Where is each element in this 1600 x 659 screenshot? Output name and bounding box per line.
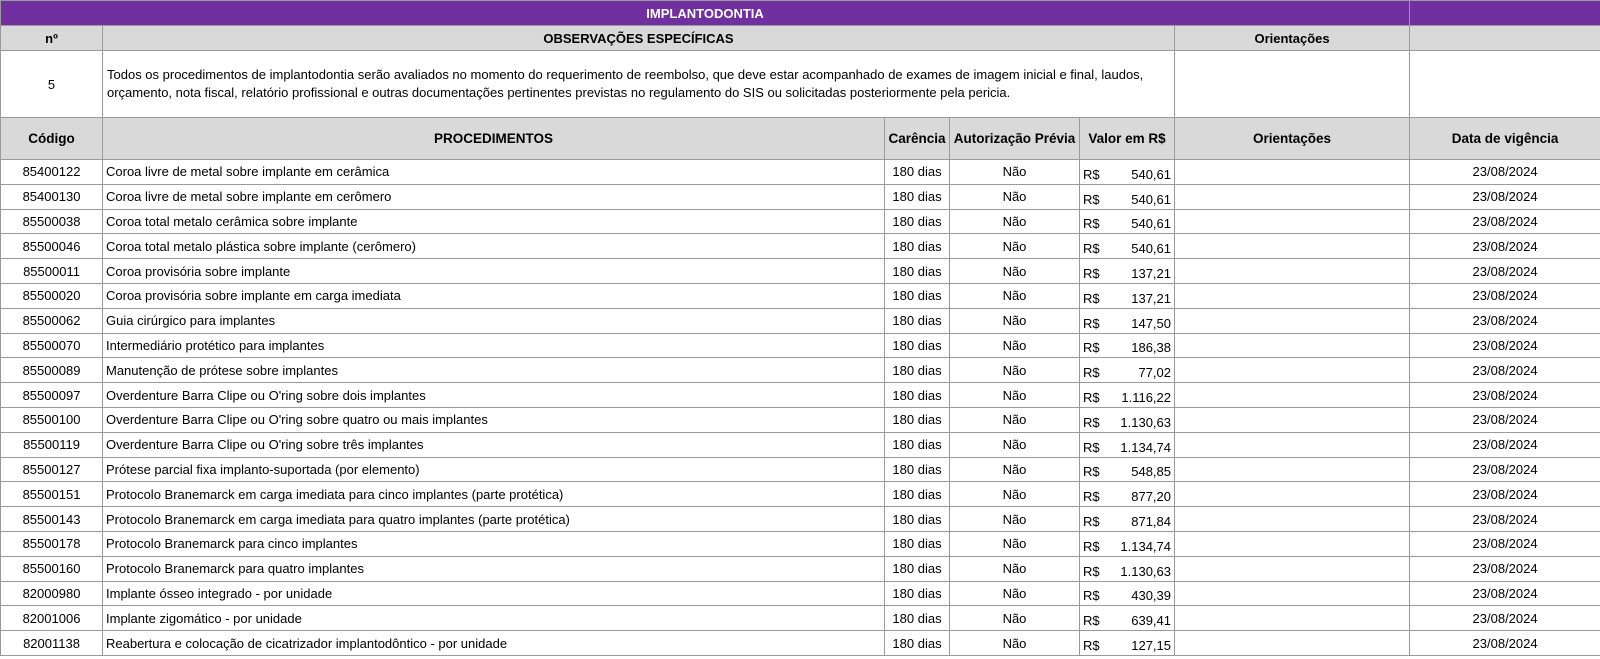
valor-cell[interactable] — [1080, 631, 1175, 656]
valor-amount: 147,50 — [1131, 315, 1171, 331]
carencia-cell[interactable]: 180 dias — [885, 531, 950, 556]
currency-symbol: R$ — [1083, 191, 1100, 207]
vigencia-cell[interactable]: 23/08/2024 — [1410, 407, 1600, 432]
autorizacao-cell[interactable]: Não — [950, 184, 1080, 209]
autorizacao-cell[interactable]: Não — [950, 308, 1080, 333]
codigo-cell[interactable]: 85500160 — [1, 556, 103, 581]
note-blank-cell[interactable] — [1410, 51, 1600, 118]
procedimento-cell[interactable]: Coroa provisória sobre implante — [103, 259, 885, 284]
note-row — [1, 51, 1600, 118]
vigencia-cell[interactable]: 23/08/2024 — [1410, 259, 1600, 284]
observations-header[interactable]: OBSERVAÇÕES ESPECÍFICAS — [103, 26, 1175, 51]
valor-cell[interactable] — [1080, 259, 1175, 284]
valor-cell[interactable] — [1080, 581, 1175, 606]
vigencia-cell[interactable]: 23/08/2024 — [1410, 184, 1600, 209]
orientacoes-cell[interactable] — [1175, 531, 1410, 556]
vigencia-cell[interactable]: 23/08/2024 — [1410, 160, 1600, 185]
orientacoes-cell[interactable] — [1175, 631, 1410, 656]
procedimento-cell[interactable]: Protocolo Branemarck para quatro implantes — [103, 556, 885, 581]
title-row — [1, 1, 1600, 26]
vigencia-cell[interactable]: 23/08/2024 — [1410, 358, 1600, 383]
orientacoes-cell[interactable] — [1175, 556, 1410, 581]
carencia-cell[interactable]: 180 dias — [885, 581, 950, 606]
codigo-cell[interactable]: 85500097 — [1, 383, 103, 408]
valor-cell[interactable] — [1080, 308, 1175, 333]
procedimento-cell[interactable]: Intermediário protético para implantes — [103, 333, 885, 358]
currency-symbol: R$ — [1083, 340, 1100, 356]
codigo-cell[interactable]: 85500119 — [1, 432, 103, 457]
valor-amount: 540,61 — [1131, 166, 1171, 182]
carencia-cell[interactable]: 180 dias — [885, 432, 950, 457]
orientacoes-cell[interactable] — [1175, 209, 1410, 234]
valor-cell[interactable] — [1080, 333, 1175, 358]
autorizacao-cell[interactable]: Não — [950, 631, 1080, 656]
valor-amount: 430,39 — [1131, 588, 1171, 604]
table-row — [1, 482, 1600, 507]
valor-amount: 548,85 — [1131, 464, 1171, 480]
carencia-cell[interactable]: 180 dias — [885, 283, 950, 308]
autorizacao-cell[interactable]: Não — [950, 383, 1080, 408]
col-valor[interactable]: Valor em R$ — [1080, 118, 1175, 160]
procedimento-cell[interactable]: Implante zigomático - por unidade — [103, 606, 885, 631]
carencia-cell[interactable]: 180 dias — [885, 259, 950, 284]
codigo-cell[interactable]: 85500011 — [1, 259, 103, 284]
procedures-body — [1, 160, 1600, 656]
valor-cell[interactable] — [1080, 407, 1175, 432]
currency-symbol: R$ — [1083, 439, 1100, 455]
currency-symbol: R$ — [1083, 390, 1100, 406]
procedimento-cell[interactable]: Implante ósseo integrado - por unidade — [103, 581, 885, 606]
autorizacao-cell[interactable]: Não — [950, 407, 1080, 432]
autorizacao-cell[interactable]: Não — [950, 581, 1080, 606]
table-row — [1, 457, 1600, 482]
table-row — [1, 259, 1600, 284]
codigo-cell[interactable]: 82001006 — [1, 606, 103, 631]
col-orientacoes[interactable]: Orientações — [1175, 118, 1410, 160]
table-row — [1, 234, 1600, 259]
codigo-cell[interactable]: 85400130 — [1, 184, 103, 209]
currency-symbol: R$ — [1083, 613, 1100, 629]
codigo-cell[interactable]: 85500038 — [1, 209, 103, 234]
title-blank-cell[interactable] — [1410, 1, 1600, 26]
codigo-cell[interactable]: 82001138 — [1, 631, 103, 656]
carencia-cell[interactable]: 180 dias — [885, 457, 950, 482]
vigencia-cell[interactable]: 23/08/2024 — [1410, 333, 1600, 358]
valor-cell[interactable] — [1080, 209, 1175, 234]
col-carencia[interactable]: Carência — [885, 118, 950, 160]
orientacoes-cell[interactable] — [1175, 432, 1410, 457]
valor-amount: 1.134,74 — [1120, 439, 1171, 455]
orientacoes-cell[interactable] — [1175, 457, 1410, 482]
autorizacao-cell[interactable]: Não — [950, 234, 1080, 259]
procedimento-cell[interactable]: Coroa total metalo plástica sobre implante (cerômero) — [103, 234, 885, 259]
valor-cell[interactable] — [1080, 531, 1175, 556]
valor-amount: 540,61 — [1131, 241, 1171, 257]
autorizacao-cell[interactable]: Não — [950, 432, 1080, 457]
codigo-cell[interactable]: 85500020 — [1, 283, 103, 308]
autorizacao-cell[interactable]: Não — [950, 606, 1080, 631]
currency-symbol: R$ — [1083, 563, 1100, 579]
table-row — [1, 383, 1600, 408]
valor-amount: 1.134,74 — [1120, 538, 1171, 554]
valor-cell[interactable] — [1080, 184, 1175, 209]
table-row — [1, 606, 1600, 631]
autorizacao-cell[interactable]: Não — [950, 531, 1080, 556]
currency-symbol: R$ — [1083, 266, 1100, 282]
carencia-cell[interactable]: 180 dias — [885, 606, 950, 631]
valor-cell[interactable] — [1080, 606, 1175, 631]
note-text[interactable]: Todos os procedimentos de implantodontia serão avaliados no momento do requerimento de reembolso, que deve estar acompanhado de exames de imagem inicial e final, laudos, orçamento, nota fiscal, relatório profissional e outras documentações pertinentes previstas no regulamento do SIS ou solicitadas posteriormente pela pericia. — [103, 51, 1175, 118]
vigencia-cell[interactable]: 23/08/2024 — [1410, 482, 1600, 507]
table-row — [1, 358, 1600, 383]
currency-symbol: R$ — [1083, 315, 1100, 331]
valor-amount: 877,20 — [1131, 489, 1171, 505]
procedimento-cell[interactable]: Manutenção de prótese sobre implantes — [103, 358, 885, 383]
procedimento-cell[interactable]: Protocolo Branemarck para cinco implantes — [103, 531, 885, 556]
autorizacao-cell[interactable]: Não — [950, 209, 1080, 234]
currency-symbol: R$ — [1083, 241, 1100, 257]
valor-cell[interactable] — [1080, 160, 1175, 185]
table-row — [1, 432, 1600, 457]
valor-cell[interactable] — [1080, 283, 1175, 308]
orientacoes-cell[interactable] — [1175, 160, 1410, 185]
carencia-cell[interactable]: 180 dias — [885, 482, 950, 507]
table-row — [1, 507, 1600, 532]
vigencia-cell[interactable]: 23/08/2024 — [1410, 283, 1600, 308]
currency-symbol: R$ — [1083, 538, 1100, 554]
autorizacao-cell[interactable]: Não — [950, 259, 1080, 284]
vigencia-cell[interactable]: 23/08/2024 — [1410, 581, 1600, 606]
table-row — [1, 531, 1600, 556]
autorizacao-cell[interactable]: Não — [950, 457, 1080, 482]
valor-cell[interactable] — [1080, 432, 1175, 457]
vigencia-cell[interactable]: 23/08/2024 — [1410, 457, 1600, 482]
vigencia-cell[interactable]: 23/08/2024 — [1410, 308, 1600, 333]
carencia-cell[interactable]: 180 dias — [885, 556, 950, 581]
table-row — [1, 556, 1600, 581]
orientacoes-cell[interactable] — [1175, 358, 1410, 383]
valor-cell[interactable] — [1080, 507, 1175, 532]
orientacoes-cell[interactable] — [1175, 407, 1410, 432]
currency-symbol: R$ — [1083, 290, 1100, 306]
orientacoes-cell[interactable] — [1175, 482, 1410, 507]
currency-symbol: R$ — [1083, 588, 1100, 604]
col-vigencia[interactable]: Data de vigência — [1410, 118, 1600, 160]
table-row — [1, 581, 1600, 606]
orientacoes-cell[interactable] — [1175, 606, 1410, 631]
vigencia-cell[interactable]: 23/08/2024 — [1410, 432, 1600, 457]
valor-amount: 77,02 — [1138, 365, 1171, 381]
codigo-cell[interactable]: 85500100 — [1, 407, 103, 432]
vigencia-cell[interactable]: 23/08/2024 — [1410, 209, 1600, 234]
vigencia-cell[interactable]: 23/08/2024 — [1410, 606, 1600, 631]
autorizacao-cell[interactable]: Não — [950, 160, 1080, 185]
valor-cell[interactable] — [1080, 358, 1175, 383]
currency-symbol: R$ — [1083, 216, 1100, 232]
procedimento-cell[interactable]: Guia cirúrgico para implantes — [103, 308, 885, 333]
procedimento-cell[interactable]: Protocolo Branemarck em carga imediata para cinco implantes (parte protética) — [103, 482, 885, 507]
procedimento-cell[interactable]: Coroa provisória sobre implante em carga imediata — [103, 283, 885, 308]
observations-header-row — [1, 26, 1600, 51]
valor-amount: 1.130,63 — [1120, 563, 1171, 579]
autorizacao-cell[interactable]: Não — [950, 358, 1080, 383]
valor-amount: 1.116,22 — [1121, 390, 1171, 406]
orientacoes-cell[interactable] — [1175, 234, 1410, 259]
carencia-cell[interactable]: 180 dias — [885, 308, 950, 333]
col-autorizacao[interactable]: Autorização Prévia — [950, 118, 1080, 160]
carencia-cell[interactable]: 180 dias — [885, 209, 950, 234]
codigo-cell[interactable]: 85500143 — [1, 507, 103, 532]
column-header-row — [1, 118, 1600, 160]
currency-symbol: R$ — [1083, 489, 1100, 505]
section-title[interactable]: IMPLANTODONTIA — [1, 1, 1410, 26]
orientacoes-cell[interactable] — [1175, 184, 1410, 209]
table-row — [1, 308, 1600, 333]
table-row — [1, 184, 1600, 209]
orientacoes-cell[interactable] — [1175, 333, 1410, 358]
carencia-cell[interactable]: 180 dias — [885, 383, 950, 408]
valor-amount: 137,21 — [1131, 290, 1171, 306]
autorizacao-cell[interactable]: Não — [950, 482, 1080, 507]
vigencia-cell[interactable]: 23/08/2024 — [1410, 556, 1600, 581]
codigo-cell[interactable]: 85400122 — [1, 160, 103, 185]
procedimento-cell[interactable]: Overdenture Barra Clipe ou O'ring sobre três implantes — [103, 432, 885, 457]
carencia-cell[interactable]: 180 dias — [885, 407, 950, 432]
currency-symbol: R$ — [1083, 464, 1100, 480]
procedimento-cell[interactable]: Overdenture Barra Clipe ou O'ring sobre quatro ou mais implantes — [103, 407, 885, 432]
codigo-cell[interactable]: 85500046 — [1, 234, 103, 259]
table-row — [1, 407, 1600, 432]
currency-symbol: R$ — [1083, 514, 1100, 530]
procedimento-cell[interactable]: Coroa livre de metal sobre implante em cerômero — [103, 184, 885, 209]
procedimento-cell[interactable]: Coroa total metalo cerâmica sobre implante — [103, 209, 885, 234]
valor-amount: 871,84 — [1131, 514, 1171, 530]
valor-amount: 127,15 — [1131, 638, 1171, 654]
codigo-cell[interactable]: 82000980 — [1, 581, 103, 606]
procedimento-cell[interactable]: Overdenture Barra Clipe ou O'ring sobre dois implantes — [103, 383, 885, 408]
note-number[interactable]: 5 — [1, 51, 103, 118]
vigencia-cell[interactable]: 23/08/2024 — [1410, 383, 1600, 408]
col-procedimentos[interactable]: PROCEDIMENTOS — [103, 118, 885, 160]
autorizacao-cell[interactable]: Não — [950, 283, 1080, 308]
orientacoes-cell[interactable] — [1175, 581, 1410, 606]
carencia-cell[interactable]: 180 dias — [885, 160, 950, 185]
note-orientations-cell[interactable] — [1175, 51, 1410, 118]
table-row — [1, 283, 1600, 308]
currency-symbol: R$ — [1083, 365, 1100, 381]
orientacoes-cell[interactable] — [1175, 507, 1410, 532]
currency-symbol: R$ — [1083, 166, 1100, 182]
orientations-header-top[interactable]: Orientações — [1175, 26, 1410, 51]
orientacoes-cell[interactable] — [1175, 259, 1410, 284]
valor-amount: 540,61 — [1131, 191, 1171, 207]
valor-cell[interactable] — [1080, 457, 1175, 482]
valor-amount: 639,41 — [1131, 613, 1171, 629]
vigencia-cell[interactable]: 23/08/2024 — [1410, 507, 1600, 532]
codigo-cell[interactable]: 85500151 — [1, 482, 103, 507]
currency-symbol: R$ — [1083, 638, 1100, 654]
vigencia-cell[interactable]: 23/08/2024 — [1410, 531, 1600, 556]
col-codigo[interactable]: Código — [1, 118, 103, 160]
currency-symbol: R$ — [1083, 414, 1100, 430]
vigencia-cell[interactable]: 23/08/2024 — [1410, 234, 1600, 259]
valor-cell[interactable] — [1080, 482, 1175, 507]
carencia-cell[interactable]: 180 dias — [885, 184, 950, 209]
codigo-cell[interactable]: 85500089 — [1, 358, 103, 383]
valor-amount: 137,21 — [1131, 266, 1171, 282]
carencia-cell[interactable]: 180 dias — [885, 234, 950, 259]
valor-amount: 1.130,63 — [1120, 414, 1171, 430]
orientacoes-cell[interactable] — [1175, 308, 1410, 333]
valor-amount: 540,61 — [1131, 216, 1171, 232]
table-row — [1, 333, 1600, 358]
valor-cell[interactable] — [1080, 383, 1175, 408]
number-header[interactable]: nº — [1, 26, 103, 51]
valor-amount: 186,38 — [1131, 340, 1171, 356]
blank-header-cell[interactable] — [1410, 26, 1600, 51]
carencia-cell[interactable]: 180 dias — [885, 333, 950, 358]
procedimento-cell[interactable]: Reabertura e colocação de cicatrizador implantodôntico - por unidade — [103, 631, 885, 656]
table-row — [1, 631, 1600, 656]
codigo-cell[interactable]: 85500062 — [1, 308, 103, 333]
carencia-cell[interactable]: 180 dias — [885, 358, 950, 383]
codigo-cell[interactable]: 85500127 — [1, 457, 103, 482]
table-row — [1, 209, 1600, 234]
autorizacao-cell[interactable]: Não — [950, 556, 1080, 581]
orientacoes-cell[interactable] — [1175, 283, 1410, 308]
autorizacao-cell[interactable]: Não — [950, 507, 1080, 532]
procedimento-cell[interactable]: Prótese parcial fixa implanto-suportada (por elemento) — [103, 457, 885, 482]
autorizacao-cell[interactable]: Não — [950, 333, 1080, 358]
valor-cell[interactable] — [1080, 556, 1175, 581]
carencia-cell[interactable]: 180 dias — [885, 631, 950, 656]
procedimento-cell[interactable]: Coroa livre de metal sobre implante em cerâmica — [103, 160, 885, 185]
orientacoes-cell[interactable] — [1175, 383, 1410, 408]
carencia-cell[interactable]: 180 dias — [885, 507, 950, 532]
codigo-cell[interactable]: 85500178 — [1, 531, 103, 556]
vigencia-cell[interactable]: 23/08/2024 — [1410, 631, 1600, 656]
valor-cell[interactable] — [1080, 234, 1175, 259]
table-row — [1, 160, 1600, 185]
codigo-cell[interactable]: 85500070 — [1, 333, 103, 358]
procedimento-cell[interactable]: Protocolo Branemarck em carga imediata para quatro implantes (parte protética) — [103, 507, 885, 532]
